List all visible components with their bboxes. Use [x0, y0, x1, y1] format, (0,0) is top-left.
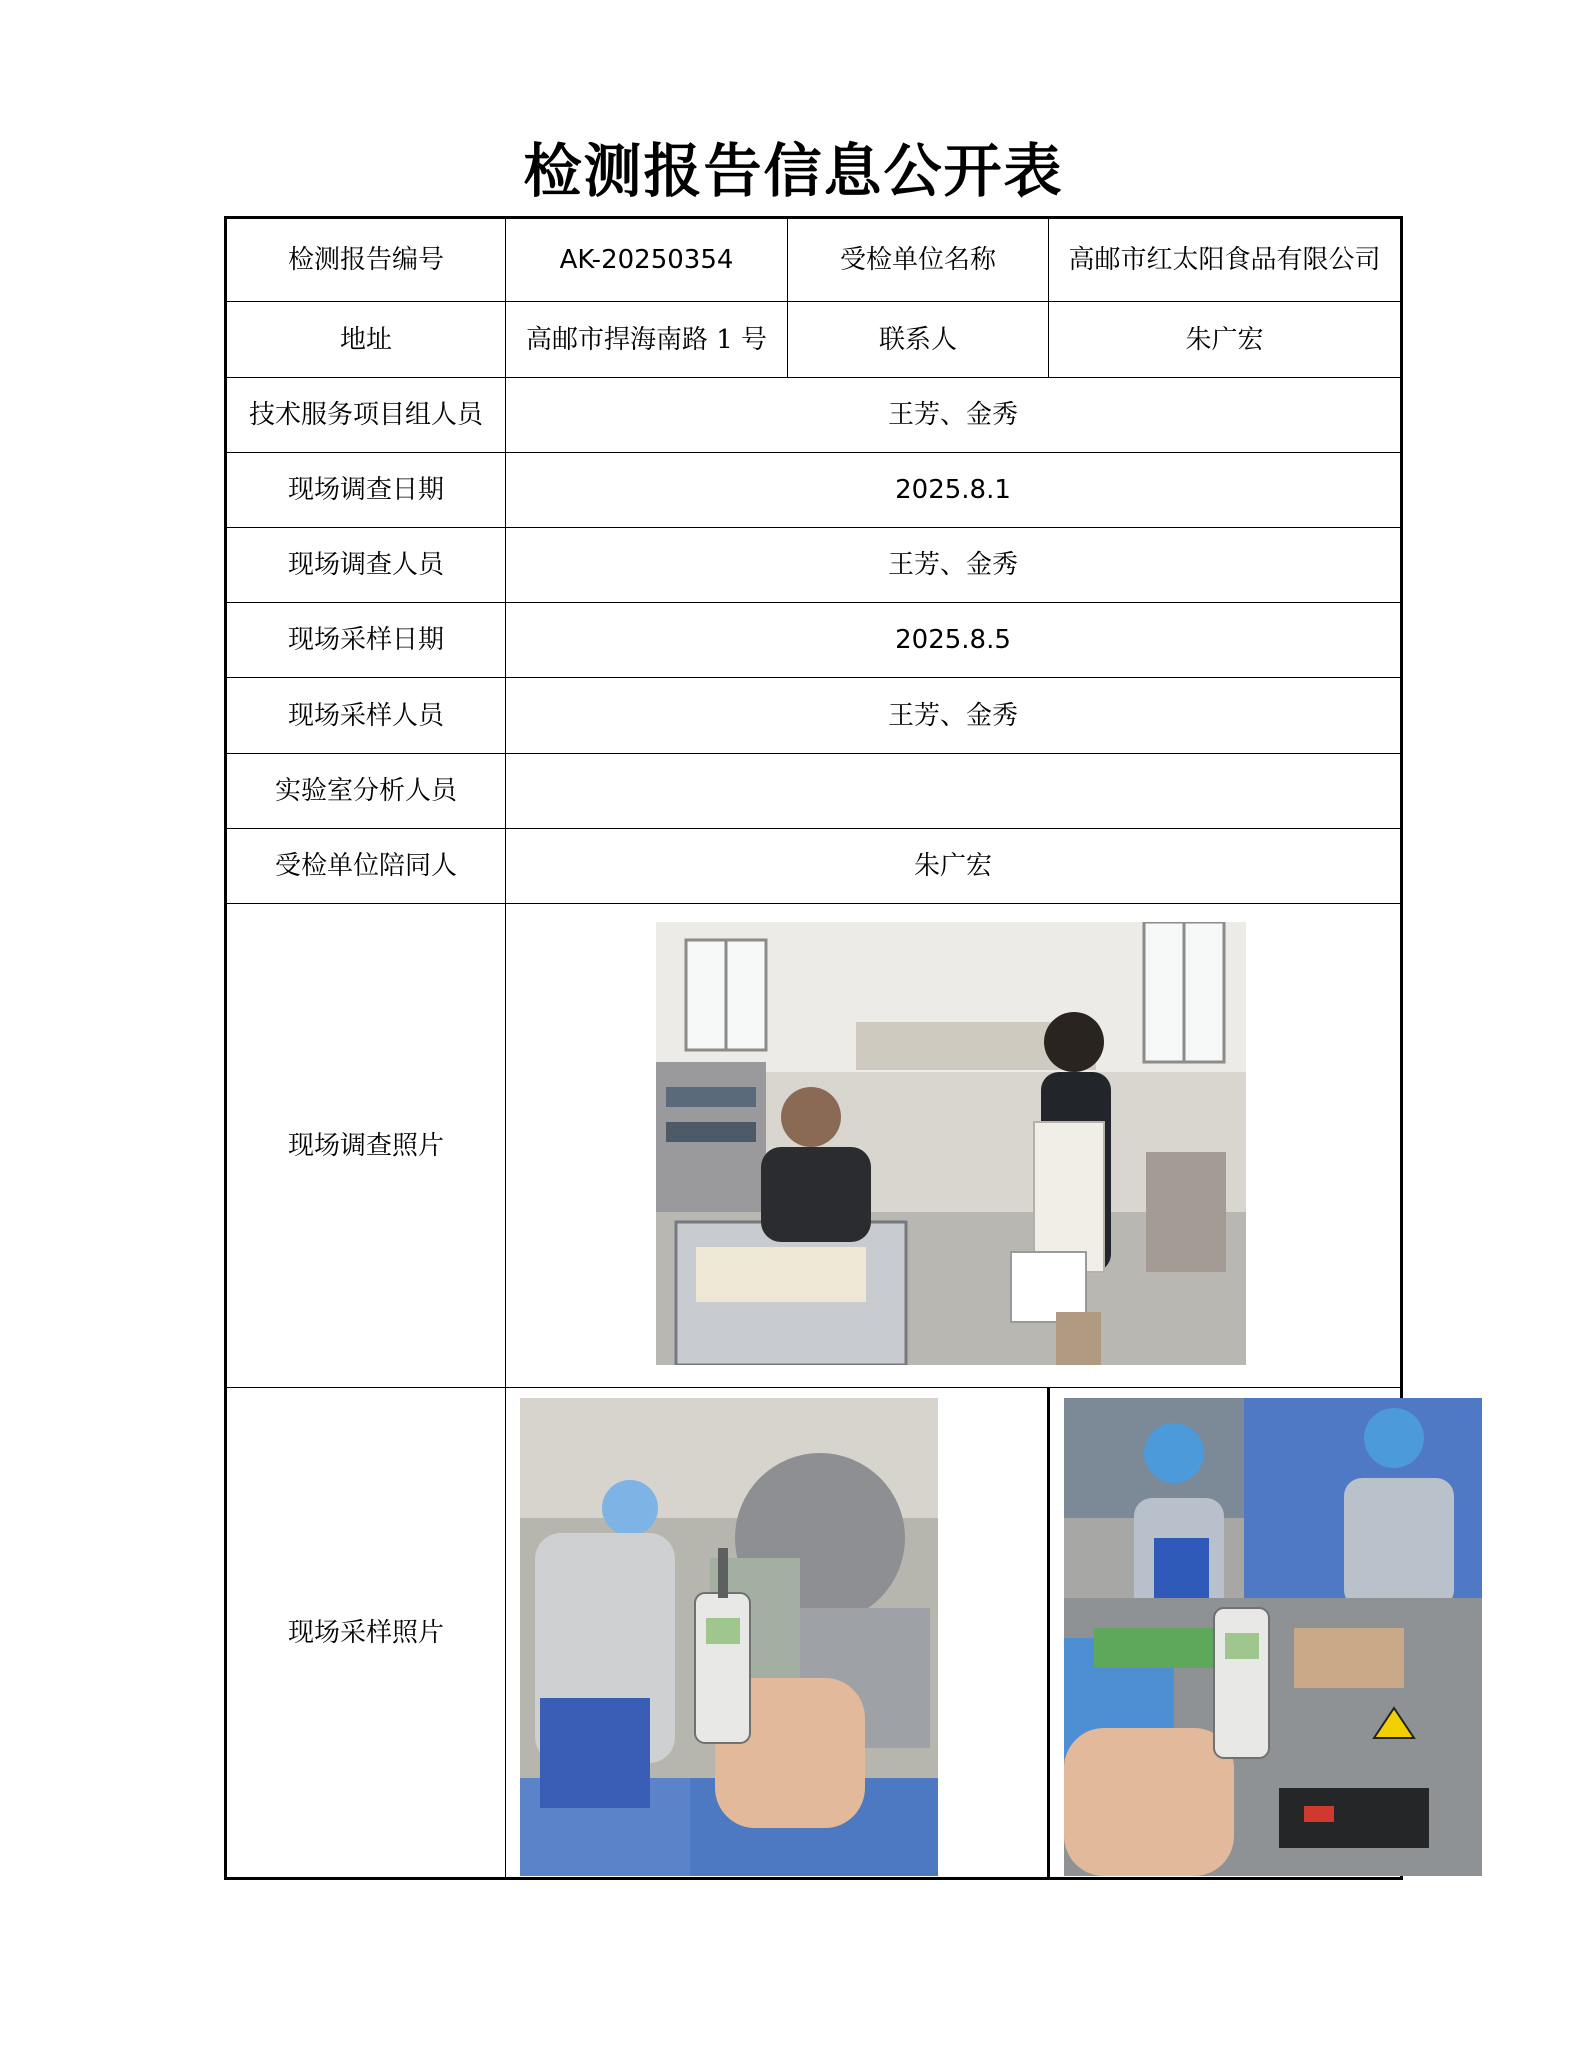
lab-staff-label: 实验室分析人员 [226, 753, 506, 828]
office-survey-photo [656, 922, 1246, 1365]
sampling-photo-label: 现场采样照片 [226, 1388, 506, 1879]
page-title: 检测报告信息公开表 [523, 137, 1064, 205]
survey-photo-cell [506, 903, 1402, 1388]
table-row [226, 218, 1402, 302]
table-row [226, 678, 1402, 753]
unit-name-value: 高邮市红太阳食品有限公司 [1049, 218, 1402, 302]
sampling-date-value: 2025.8.5 [506, 603, 1402, 678]
report-no-value: AK-20250354 [506, 218, 788, 302]
address-label: 地址 [226, 302, 506, 378]
sampling-photo-cell-1 [506, 1388, 1049, 1879]
sampling-date-label: 现场采样日期 [226, 603, 506, 678]
survey-date-value: 2025.8.1 [506, 453, 1402, 528]
sampling-photo-2 [1064, 1398, 1482, 1876]
table-row [226, 378, 1402, 453]
survey-staff-value: 王芳、金秀 [506, 528, 1402, 603]
unit-name-label: 受检单位名称 [788, 218, 1049, 302]
table-row [226, 1388, 1402, 1879]
escort-label: 受检单位陪同人 [226, 828, 506, 903]
table-row [226, 903, 1402, 1388]
sampling-photo-1 [520, 1398, 938, 1876]
team-value: 王芳、金秀 [506, 378, 1402, 453]
table-row [226, 528, 1402, 603]
sampling-staff-label: 现场采样人员 [226, 678, 506, 753]
address-value: 高邮市捍海南路 1 号 [506, 302, 788, 378]
escort-value: 朱广宏 [506, 828, 1402, 903]
table-row [226, 453, 1402, 528]
table-row [226, 828, 1402, 903]
sampling-staff-value: 王芳、金秀 [506, 678, 1402, 753]
table-row [226, 302, 1402, 378]
survey-photo-label: 现场调查照片 [226, 903, 506, 1388]
lab-staff-value [506, 753, 1402, 828]
contact-label: 联系人 [788, 302, 1049, 378]
team-label: 技术服务项目组人员 [226, 378, 506, 453]
table-row [226, 603, 1402, 678]
sampling-photo-cell-2 [1049, 1388, 1402, 1879]
contact-value: 朱广宏 [1049, 302, 1402, 378]
survey-staff-label: 现场调查人员 [226, 528, 506, 603]
survey-date-label: 现场调查日期 [226, 453, 506, 528]
table-row [226, 753, 1402, 828]
report-no-label: 检测报告编号 [226, 218, 506, 302]
report-table [224, 216, 1403, 1880]
